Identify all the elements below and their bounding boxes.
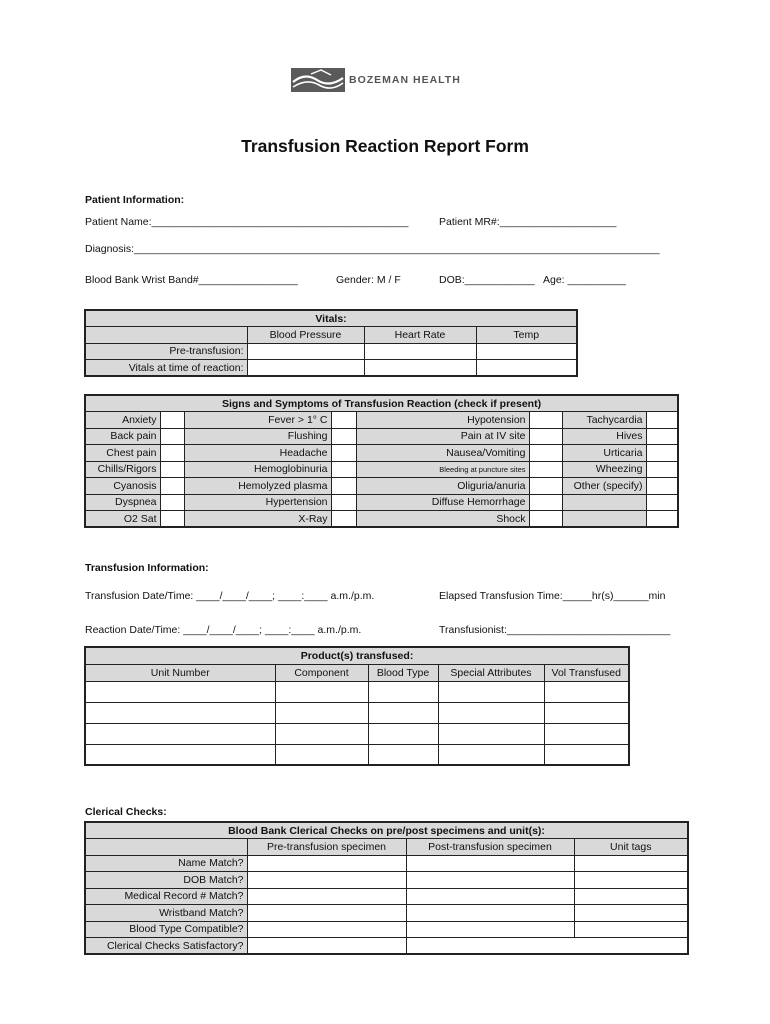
symptom-checkbox[interactable]	[160, 445, 184, 462]
clerical-row-label: DOB Match?	[85, 872, 247, 889]
symptoms-row	[85, 445, 678, 462]
vitals-input-cell[interactable]	[364, 360, 476, 377]
reaction-datetime-field[interactable]: Reaction Date/Time: ____/____/____; ____:____ a.m./p.m.	[85, 624, 362, 636]
bozeman-health-logo	[291, 68, 463, 94]
symptom-checkbox[interactable]	[331, 412, 356, 429]
products-row	[85, 702, 629, 723]
clerical-row	[85, 888, 688, 905]
symptom-label: Hives	[562, 428, 646, 445]
symptom-label: X-Ray	[184, 511, 331, 528]
clerical-col-post: Post-transfusion specimen	[406, 839, 574, 856]
wristband-field[interactable]: Blood Bank Wrist Band#_________________	[85, 274, 298, 286]
clerical-cell[interactable]	[247, 921, 406, 938]
product-cell[interactable]	[544, 723, 629, 744]
symptom-checkbox[interactable]	[646, 461, 678, 478]
vitals-header-blank	[85, 327, 247, 344]
symptoms-row	[85, 461, 678, 478]
symptom-label: Hypertension	[184, 494, 331, 511]
symptom-checkbox[interactable]	[646, 478, 678, 495]
symptom-label: Anxiety	[85, 412, 160, 429]
symptom-checkbox[interactable]	[529, 461, 562, 478]
symptom-checkbox[interactable]	[331, 428, 356, 445]
clerical-title: Blood Bank Clerical Checks on pre/post specimens and unit(s):	[85, 822, 688, 839]
symptom-checkbox[interactable]	[646, 494, 678, 511]
clerical-cell[interactable]	[247, 872, 406, 889]
clerical-row	[85, 938, 688, 955]
product-cell[interactable]	[85, 723, 275, 744]
clerical-cell[interactable]	[406, 905, 574, 922]
product-cell[interactable]	[85, 744, 275, 765]
symptom-label: Chest pain	[85, 445, 160, 462]
symptom-checkbox[interactable]	[160, 461, 184, 478]
product-cell[interactable]	[368, 744, 438, 765]
symptom-checkbox[interactable]	[529, 511, 562, 528]
symptom-label: Hemoglobinuria	[184, 461, 331, 478]
symptom-checkbox[interactable]	[331, 445, 356, 462]
symptom-label: Cyanosis	[85, 478, 160, 495]
vitals-table	[84, 309, 578, 377]
product-cell[interactable]	[544, 744, 629, 765]
elapsed-time-field[interactable]: Elapsed Transfusion Time:_____hr(s)______min	[439, 590, 666, 602]
symptoms-row	[85, 494, 678, 511]
diagnosis-field[interactable]: Diagnosis:__________________________________________________________________________________________	[85, 243, 660, 255]
symptom-label: O2 Sat	[85, 511, 160, 528]
clerical-row	[85, 872, 688, 889]
product-cell[interactable]	[275, 744, 368, 765]
clerical-row	[85, 905, 688, 922]
vitals-row-label: Pre-transfusion:	[85, 343, 247, 360]
product-cell[interactable]	[275, 702, 368, 723]
vitals-input-cell[interactable]	[364, 343, 476, 360]
product-cell[interactable]	[438, 702, 544, 723]
product-cell[interactable]	[85, 702, 275, 723]
clerical-header-blank	[85, 839, 247, 856]
symptom-label: Flushing	[184, 428, 331, 445]
product-cell[interactable]	[368, 681, 438, 702]
clerical-cell[interactable]	[247, 938, 406, 955]
symptom-label: Nausea/Vomiting	[356, 445, 529, 462]
symptom-checkbox[interactable]	[529, 412, 562, 429]
vitals-col-temp: Temp	[476, 327, 577, 344]
vitals-input-cell[interactable]	[476, 360, 577, 377]
symptoms-row	[85, 412, 678, 429]
symptom-checkbox[interactable]	[331, 494, 356, 511]
vitals-input-cell[interactable]	[476, 343, 577, 360]
symptom-checkbox[interactable]	[331, 511, 356, 528]
symptom-checkbox[interactable]	[646, 428, 678, 445]
product-cell[interactable]	[85, 681, 275, 702]
products-row	[85, 744, 629, 765]
product-cell[interactable]	[544, 702, 629, 723]
symptom-label: Fever > 1° C	[184, 412, 331, 429]
symptom-label: Urticaria	[562, 445, 646, 462]
vitals-row	[85, 360, 577, 377]
clerical-cell[interactable]	[406, 921, 574, 938]
clerical-row-label: Medical Record # Match?	[85, 888, 247, 905]
logo-mark-icon	[291, 68, 345, 92]
symptom-label: Hypotension	[356, 412, 529, 429]
clerical-cell[interactable]	[574, 921, 688, 938]
vitals-row-label: Vitals at time of reaction:	[85, 360, 247, 377]
vitals-title: Vitals:	[85, 310, 577, 327]
symptom-checkbox[interactable]	[160, 428, 184, 445]
age-field[interactable]: Age: __________	[543, 274, 626, 286]
product-cell[interactable]	[368, 702, 438, 723]
product-cell[interactable]	[438, 744, 544, 765]
clerical-row-label: Wristband Match?	[85, 905, 247, 922]
transfusion-info-heading: Transfusion Information:	[85, 562, 209, 574]
clerical-row-label: Clerical Checks Satisfactory?	[85, 938, 247, 955]
clerical-col-pre: Pre-transfusion specimen	[247, 839, 406, 856]
symptom-checkbox[interactable]	[646, 445, 678, 462]
symptom-label: Shock	[356, 511, 529, 528]
symptom-checkbox[interactable]	[160, 478, 184, 495]
dob-field[interactable]: DOB:____________	[439, 274, 535, 286]
products-row	[85, 681, 629, 702]
product-cell[interactable]	[544, 681, 629, 702]
clerical-row-label: Name Match?	[85, 855, 247, 872]
clerical-cell[interactable]	[574, 872, 688, 889]
patient-name-field[interactable]: Patient Name:____________________________________________	[85, 216, 409, 228]
vitals-col-blood-pressure: Blood Pressure	[247, 327, 364, 344]
symptom-checkbox[interactable]	[331, 461, 356, 478]
products-row	[85, 723, 629, 744]
symptom-label-empty	[562, 494, 646, 511]
symptom-label: Tachycardia	[562, 412, 646, 429]
symptom-checkbox[interactable]	[529, 428, 562, 445]
vitals-input-cell[interactable]	[247, 343, 364, 360]
symptom-label: Other (specify)	[562, 478, 646, 495]
clerical-checks-heading: Clerical Checks:	[85, 806, 167, 818]
symptom-checkbox[interactable]	[529, 494, 562, 511]
symptom-label-empty	[562, 511, 646, 528]
clerical-row-label: Blood Type Compatible?	[85, 921, 247, 938]
symptom-checkbox[interactable]	[331, 478, 356, 495]
clerical-table	[84, 821, 689, 955]
clerical-empty-cell	[574, 938, 688, 955]
clerical-cell[interactable]	[247, 905, 406, 922]
symptom-label: Wheezing	[562, 461, 646, 478]
symptom-label: Diffuse Hemorrhage	[356, 494, 529, 511]
symptom-label: Pain at IV site	[356, 428, 529, 445]
clerical-row	[85, 921, 688, 938]
vitals-col-heart-rate: Heart Rate	[364, 327, 476, 344]
clerical-empty-cell	[406, 938, 574, 955]
symptom-checkbox[interactable]	[646, 511, 678, 528]
clerical-cell[interactable]	[247, 855, 406, 872]
patient-info-heading: Patient Information:	[85, 194, 185, 206]
clerical-cell[interactable]	[574, 888, 688, 905]
products-col-unit-number: Unit Number	[85, 664, 275, 681]
symptom-label: Back pain	[85, 428, 160, 445]
product-cell[interactable]	[438, 723, 544, 744]
symptom-checkbox[interactable]	[529, 478, 562, 495]
symptoms-title: Signs and Symptoms of Transfusion Reaction (check if present)	[85, 395, 678, 412]
symptom-label: Bleeding at puncture sites	[356, 461, 529, 478]
symptoms-row	[85, 511, 678, 528]
patient-mr-field[interactable]: Patient MR#:____________________	[439, 216, 617, 228]
clerical-cell[interactable]	[406, 855, 574, 872]
symptoms-table	[84, 394, 679, 528]
symptom-checkbox[interactable]	[160, 494, 184, 511]
clerical-col-unit-tags: Unit tags	[574, 839, 688, 856]
transfusion-datetime-field[interactable]: Transfusion Date/Time: ____/____/____; ____:____ a.m./p.m.	[85, 590, 375, 602]
clerical-row	[85, 855, 688, 872]
symptom-label: Hemolyzed plasma	[184, 478, 331, 495]
clerical-cell[interactable]	[406, 872, 574, 889]
gender-field[interactable]: Gender: M / F	[336, 274, 401, 286]
symptom-checkbox[interactable]	[160, 412, 184, 429]
products-col-blood-type: Blood Type	[368, 664, 438, 681]
symptom-checkbox[interactable]	[529, 445, 562, 462]
symptom-label: Dyspnea	[85, 494, 160, 511]
symptom-label: Headache	[184, 445, 331, 462]
symptoms-row	[85, 478, 678, 495]
symptoms-row	[85, 428, 678, 445]
products-col-special-attributes: Special Attributes	[438, 664, 544, 681]
clerical-cell[interactable]	[574, 905, 688, 922]
product-cell[interactable]	[368, 723, 438, 744]
clerical-cell[interactable]	[406, 888, 574, 905]
product-cell[interactable]	[438, 681, 544, 702]
products-table	[84, 646, 630, 766]
products-title: Product(s) transfused:	[85, 647, 629, 664]
form-title: Transfusion Reaction Report Form	[241, 136, 529, 156]
transfusionist-field[interactable]: Transfusionist:____________________________	[439, 624, 671, 636]
product-cell[interactable]	[275, 723, 368, 744]
product-cell[interactable]	[275, 681, 368, 702]
clerical-cell[interactable]	[574, 855, 688, 872]
vitals-input-cell[interactable]	[247, 360, 364, 377]
clerical-cell[interactable]	[247, 888, 406, 905]
symptom-label: Oliguria/anuria	[356, 478, 529, 495]
vitals-row	[85, 343, 577, 360]
symptom-label: Chills/Rigors	[85, 461, 160, 478]
symptom-checkbox[interactable]	[646, 412, 678, 429]
products-col-component: Component	[275, 664, 368, 681]
symptom-checkbox[interactable]	[160, 511, 184, 528]
logo-text: BOZEMAN HEALTH	[349, 74, 461, 86]
products-col-vol-transfused: Vol Transfused	[544, 664, 629, 681]
